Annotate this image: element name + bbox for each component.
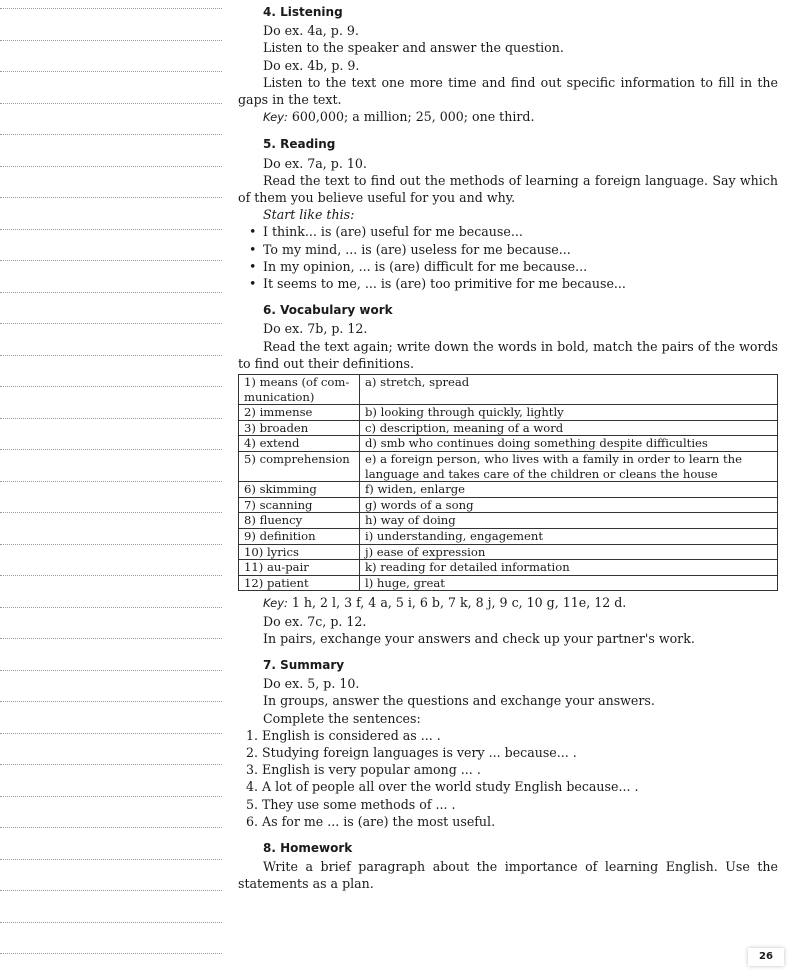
term-cell: 10) lyrics: [239, 544, 360, 560]
definition-cell: g) words of a song: [360, 497, 778, 513]
definition-cell: d) smb who continues doing something despite difficulties: [360, 436, 778, 452]
note-line: [0, 764, 222, 765]
bullet-item: • It seems to me, ... is (are) too primitive for me because...: [263, 275, 778, 292]
note-line: [0, 166, 222, 167]
note-line: [0, 260, 222, 261]
bullet-item: • I think... is (are) useful for me because...: [263, 223, 778, 240]
definition-cell: e) a foreign person, who lives with a family in order to learn the language and takes care of the children or cleans the house: [360, 452, 778, 482]
list-item: 4. A lot of people all over the world study English because... .: [246, 779, 639, 795]
key-label: Key:: [263, 596, 288, 611]
homework-paragraph: Write a brief paragraph about the importance of learning English. Use the statements as a plan.: [238, 859, 778, 892]
vocabulary-paragraph: Read the text again; write down the words in bold, match the pairs of the words to find out their definitions.: [238, 338, 778, 371]
key-text: 600,000; a million; 25, 000; one third.: [287, 109, 535, 125]
bullet-item: • To my mind, ... is (are) useless for me because...: [263, 241, 778, 258]
summary-list: [238, 727, 778, 830]
definition-cell: c) description, meaning of a word: [360, 420, 778, 436]
listening-key: [238, 108, 778, 126]
listening-paragraph: Listen to the text one more time and find out specific information to fill in the gaps in the text.: [238, 74, 778, 108]
key-text: 1 h, 2 l, 3 f, 4 a, 5 i, 6 b, 7 k, 8 j, 9 c, 10 g, 11e, 12 d.: [287, 595, 627, 611]
table-row: [239, 575, 778, 591]
page-number: 26: [748, 948, 784, 966]
definition-cell: k) reading for detailed information: [360, 560, 778, 576]
vocabulary-after-1: Do ex. 7c, p. 12.: [263, 613, 367, 629]
note-line: [0, 575, 222, 576]
listening-line-2: Listen to the speaker and answer the question.: [263, 40, 564, 56]
listening-line-3: Do ex. 4b, p. 9.: [263, 57, 360, 73]
term-cell: 9) definition: [239, 529, 360, 545]
table-row: [239, 482, 778, 498]
note-line: [0, 953, 222, 954]
term-cell: 4) extend: [239, 436, 360, 452]
key-label: Key:: [263, 110, 288, 125]
heading-homework: 8. Homework: [263, 841, 353, 856]
heading-reading: 5. Reading: [263, 137, 336, 152]
heading-summary: 7. Summary: [263, 657, 345, 672]
note-line: [0, 512, 222, 513]
note-line: [0, 890, 222, 891]
table-row: [239, 497, 778, 513]
definition-cell: f) widen, enlarge: [360, 482, 778, 498]
vocabulary-key: [238, 594, 778, 612]
reading-line: Do ex. 7a, p. 10.: [263, 155, 367, 171]
list-item: 6. As for me ... is (are) the most useful.: [246, 813, 496, 829]
vocabulary-line: Do ex. 7b, p. 12.: [263, 321, 368, 337]
table-row: [239, 513, 778, 529]
section-homework: [238, 840, 778, 893]
definition-cell: a) stretch, spread: [360, 375, 778, 405]
table-row: [239, 375, 778, 405]
definition-cell: b) looking through quickly, lightly: [360, 405, 778, 421]
note-line: [0, 8, 222, 9]
summary-line-3: Complete the sentences:: [263, 710, 421, 726]
term-cell: 6) skimming: [239, 482, 360, 498]
note-line: [0, 355, 222, 356]
note-line: [0, 449, 222, 450]
note-line: [0, 481, 222, 482]
note-line: [0, 701, 222, 702]
note-line: [0, 229, 222, 230]
term-cell: 7) scanning: [239, 497, 360, 513]
note-line: [0, 922, 222, 923]
note-line: [0, 134, 222, 135]
reading-paragraph: Read the text to find out the methods of learning a foreign language. Say which of them you believe useful for you and why.: [238, 172, 778, 206]
note-line: [0, 859, 222, 860]
summary-line-2: In groups, answer the questions and exchange your answers.: [263, 693, 655, 709]
table-row: [239, 420, 778, 436]
definition-cell: h) way of doing: [360, 513, 778, 529]
note-line: [0, 733, 222, 734]
term-cell: 5) comprehension: [239, 452, 360, 482]
reading-bullets: [238, 223, 778, 292]
note-line: [0, 323, 222, 324]
table-row: [239, 529, 778, 545]
list-item: 3. English is very popular among ... .: [246, 762, 481, 778]
summary-line-1: Do ex. 5, p. 10.: [263, 676, 360, 692]
definition-cell: l) huge, great: [360, 575, 778, 591]
vocabulary-after-2: In pairs, exchange your answers and check up your partner's work.: [263, 630, 695, 646]
section-listening: [238, 4, 778, 126]
term-cell: 12) patient: [239, 575, 360, 591]
note-lines: [0, 0, 222, 970]
table-row: [239, 436, 778, 452]
list-item: 2. Studying foreign languages is very ... because... .: [246, 745, 577, 760]
start-like-this: Start like this:: [263, 207, 355, 223]
section-summary: [238, 657, 778, 830]
definition-cell: j) ease of expression: [360, 544, 778, 560]
list-item: 1. English is considered as ... .: [246, 727, 441, 743]
section-reading: [238, 136, 778, 292]
term-cell: 2) immense: [239, 405, 360, 421]
term-cell: 3) broaden: [239, 420, 360, 436]
note-line: [0, 607, 222, 608]
heading-listening: 4. Listening: [263, 5, 343, 19]
note-line: [0, 670, 222, 671]
definition-cell: i) understanding, engagement: [360, 529, 778, 545]
note-line: [0, 544, 222, 545]
heading-vocabulary: 6. Vocabulary work: [263, 303, 393, 318]
term-cell: 1) means (of com-munication): [239, 375, 360, 405]
note-line: [0, 71, 222, 72]
note-line: [0, 103, 222, 104]
section-vocabulary: [238, 302, 778, 647]
note-line: [0, 418, 222, 419]
note-line: [0, 197, 222, 198]
note-line: [0, 796, 222, 797]
listening-line-1: Do ex. 4a, p. 9.: [263, 23, 359, 39]
note-line: [0, 827, 222, 828]
vocabulary-table: [238, 374, 778, 591]
note-line: [0, 292, 222, 293]
table-row: [239, 560, 778, 576]
lesson-content: [238, 4, 778, 903]
list-item: 5. They use some methods of ... .: [246, 796, 456, 812]
term-cell: 8) fluency: [239, 513, 360, 529]
table-row: [239, 405, 778, 421]
note-line: [0, 386, 222, 387]
bullet-item: • In my opinion, ... is (are) difficult for me because...: [263, 258, 778, 275]
note-line: [0, 638, 222, 639]
note-line: [0, 40, 222, 41]
term-cell: 11) au-pair: [239, 560, 360, 576]
table-row: [239, 452, 778, 482]
table-row: [239, 544, 778, 560]
